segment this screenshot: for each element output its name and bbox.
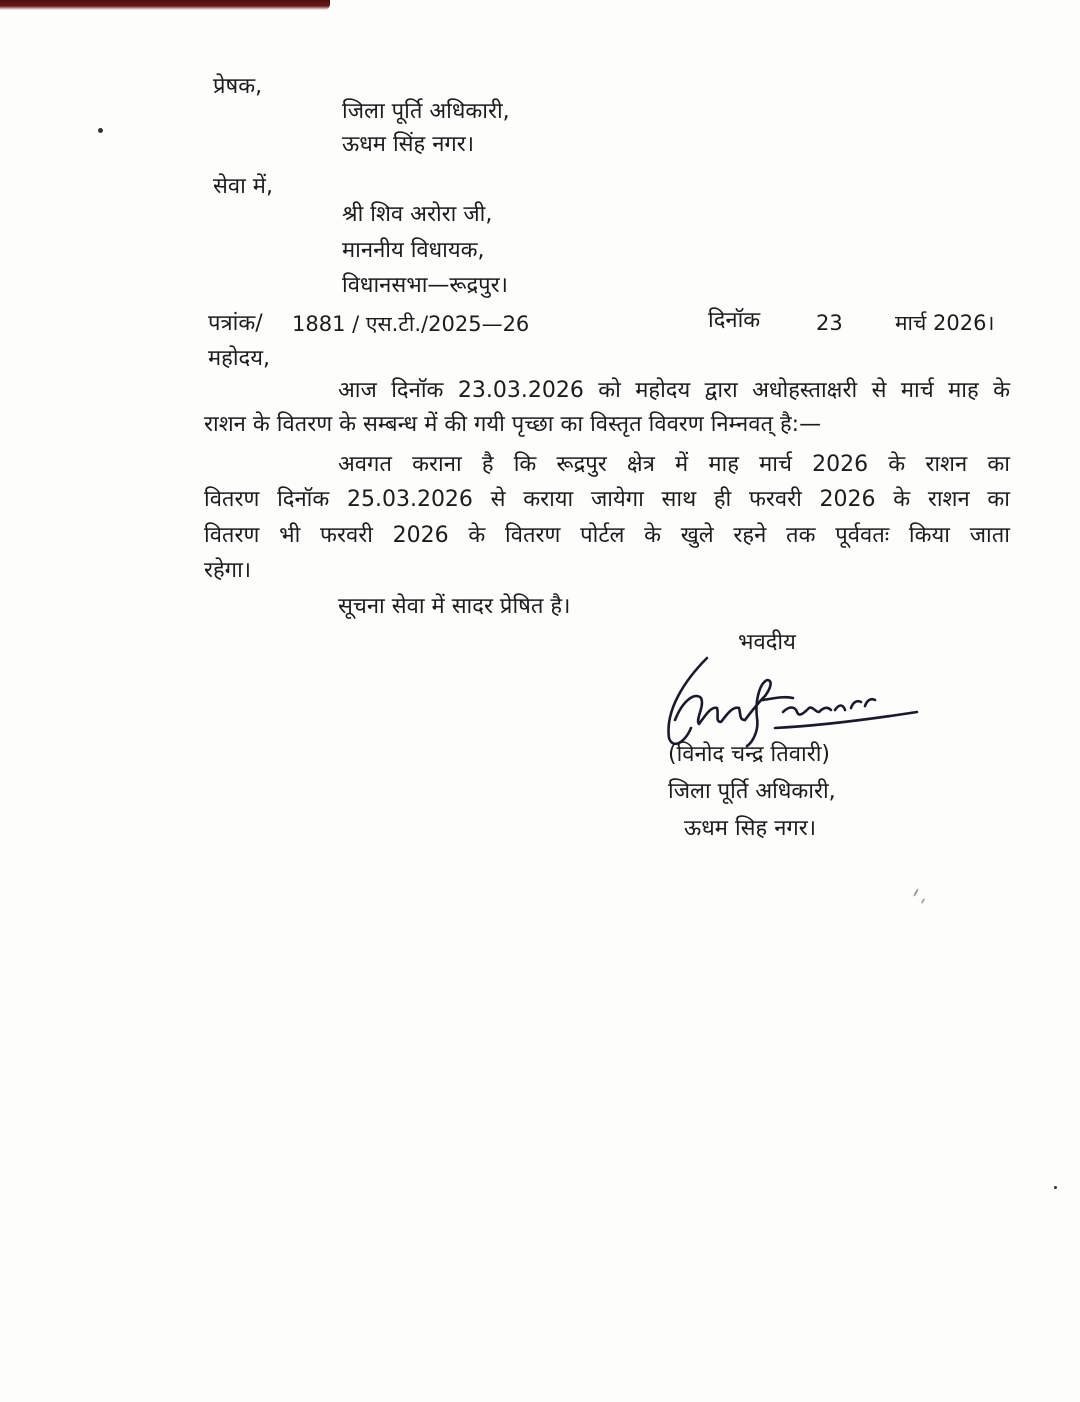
scan-speck (913, 888, 919, 897)
recipient-line-1: श्री शिव अरोरा जी, (342, 202, 493, 227)
recipient-label: सेवा में, (213, 174, 273, 199)
scan-edge-shadow (0, 0, 330, 10)
patrank-label: पत्रांक/ (208, 311, 263, 336)
body-para2-line4: रहेगा। (204, 558, 252, 583)
body-para1-line1: आज दिनॉक 23.03.2026 को महोदय द्वारा अधोहस्ताक्षरी से मार्च माह के (338, 378, 1010, 403)
sender-line-1: जिला पूर्ति अधिकारी, (342, 99, 510, 124)
body-para2-line3: वितरण भी फरवरी 2026 के वितरण पोर्टल के खुले रहने तक पूर्ववतः किया जाता (204, 523, 1010, 548)
scan-speck (921, 898, 926, 904)
recipient-line-3: विधानसभा—रूद्रपुर। (342, 273, 509, 298)
date-label: दिनॉक (708, 308, 761, 333)
patrank-value: 1881 / एस.टी./2025—26 (292, 312, 530, 336)
closing-yours: भवदीय (738, 630, 796, 655)
closing-place: ऊधम सिह नगर। (684, 816, 817, 841)
sender-line-2: ऊधम सिंह नगर। (342, 132, 475, 157)
body-para3: सूचना सेवा में सादर प्रेषित है। (338, 594, 571, 619)
recipient-line-2: माननीय विधायक, (342, 238, 485, 263)
body-para2-line2: वितरण दिनॉक 25.03.2026 से कराया जायेगा साथ ही फरवरी 2026 के राशन का (204, 487, 1010, 512)
closing-designation: जिला पूर्ति अधिकारी, (668, 779, 836, 804)
scan-speck (1054, 1186, 1057, 1189)
salutation: महोदय, (208, 346, 270, 371)
sender-label: प्रेषक, (213, 74, 263, 99)
closing-name: (विनोद चन्द्र तिवारी) (668, 742, 830, 767)
scan-speck (98, 128, 103, 133)
body-para1-line2: राशन के वितरण के सम्बन्ध में की गयी पृच्छा का विस्तृत विवरण निम्नवत् है:— (204, 412, 822, 437)
date-day: 23 (816, 311, 843, 335)
date-month-year: मार्च 2026। (895, 311, 995, 335)
body-para2-line1: अवगत कराना है कि रूद्रपुर क्षेत्र में माह मार्च 2026 के राशन का (338, 452, 1010, 477)
